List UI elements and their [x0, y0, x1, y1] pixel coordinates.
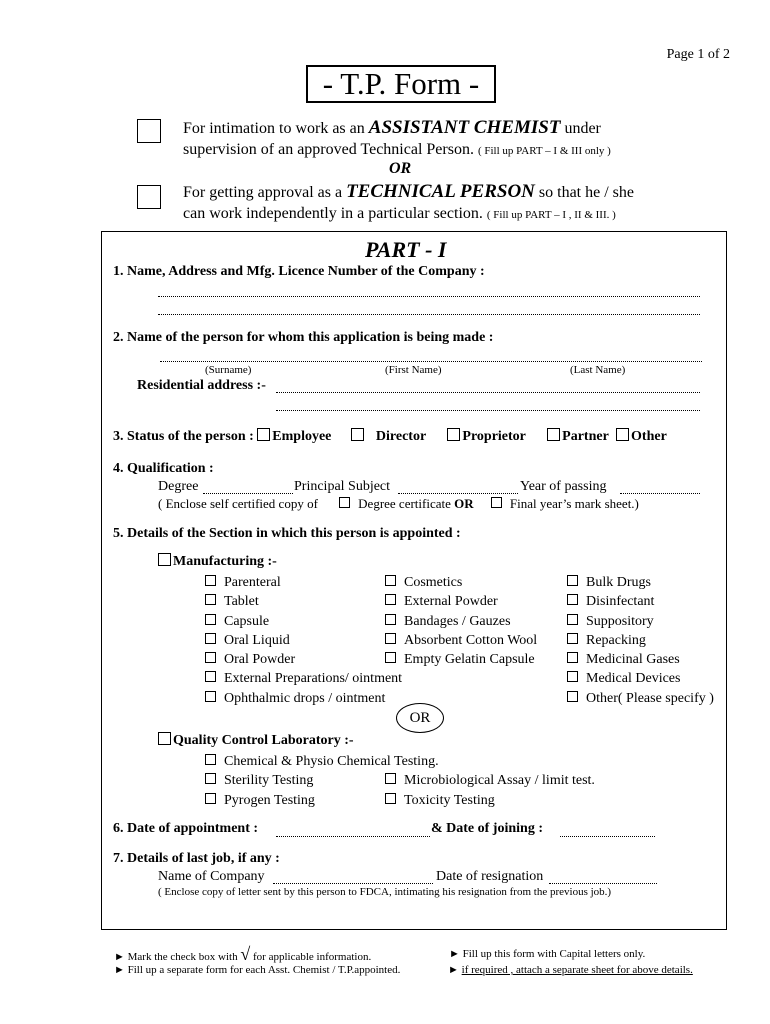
mfg-item[interactable]: Oral Liquid [205, 631, 402, 650]
company-line-2[interactable] [158, 314, 700, 315]
appointment-date-field[interactable] [276, 836, 430, 837]
address-line-2[interactable] [276, 410, 700, 411]
other-checkbox[interactable] [616, 428, 629, 441]
mfg-column-3 [567, 573, 714, 708]
residential-address-label: Residential address :- [137, 378, 266, 393]
resignation-date-field[interactable] [549, 883, 657, 884]
date-resignation-label: Date of resignation [436, 869, 544, 884]
address-line-1[interactable] [276, 392, 700, 393]
date-joining-label: & Date of joining : [431, 821, 543, 836]
employee-checkbox[interactable] [257, 428, 270, 441]
mfg-item[interactable]: External Preparations/ ointment [205, 669, 402, 688]
qc-item[interactable]: Chemical & Physio Chemical Testing. [205, 752, 439, 771]
status-proprietor: Proprietor [462, 429, 526, 444]
qc-item[interactable]: Sterility Testing [205, 771, 439, 790]
mfg-item[interactable]: Medical Devices [567, 669, 714, 688]
status-director: Director [375, 429, 426, 444]
option2-line1: For getting approval as a TECHNICAL PERSON so that he / she [183, 181, 634, 202]
qc-item[interactable]: Toxicity Testing [385, 791, 595, 810]
mfg-item[interactable]: Bandages / Gauzes [385, 612, 537, 631]
or-oval: OR [396, 703, 444, 733]
manufacturing-checkbox[interactable] [158, 553, 171, 566]
mfg-item[interactable]: Other( Please specify ) [567, 689, 714, 708]
option1-line2: supervision of an approved Technical Person. ( Fill up PART – I & III only ) [183, 141, 611, 158]
mfg-item[interactable]: Bulk Drugs [567, 573, 714, 592]
status-employee: Employee [272, 429, 332, 444]
mfg-item[interactable]: Oral Powder [205, 650, 402, 669]
year-passing-label: Year of passing [520, 479, 607, 494]
mfg-item[interactable]: External Powder [385, 592, 537, 611]
technical-person-checkbox[interactable] [137, 185, 161, 209]
mfg-item[interactable]: Ophthalmic drops / ointment [205, 689, 402, 708]
mfg-column-2 [385, 573, 537, 669]
status-row: 3. Status of the person : Employee Director Proprietor Partner Other [113, 429, 667, 444]
option1-line1: For intimation to work as an ASSISTANT CHEMIST under [183, 117, 601, 138]
q7-label: 7. Details of last job, if any : [113, 851, 280, 866]
qc-item[interactable]: Pyrogen Testing [205, 791, 439, 810]
status-partner: Partner [562, 429, 609, 444]
footer-note-3: ► Fill up a separate form for each Asst. Chemist / T.P.appointed. [114, 964, 401, 976]
last-company-field[interactable] [273, 883, 433, 884]
mfg-item[interactable]: Absorbent Cotton Wool [385, 631, 537, 650]
q2-label: 2. Name of the person for whom this application is being made : [113, 330, 494, 345]
manufacturing-heading: Manufacturing :- [158, 553, 277, 570]
principal-subject-label: Principal Subject [294, 479, 391, 494]
q4-label: 4. Qualification : [113, 461, 214, 476]
year-passing-field[interactable] [620, 493, 700, 494]
footer-note-2: ► Fill up this form with Capital letters only. [449, 948, 646, 960]
mfg-item[interactable]: Suppository [567, 612, 714, 631]
or-separator: OR [389, 160, 412, 177]
status-other: Other [631, 429, 667, 444]
qc-lab-checkbox[interactable] [158, 732, 171, 745]
qc-column-2 [385, 771, 595, 810]
proprietor-checkbox[interactable] [447, 428, 460, 441]
name-company-label: Name of Company [158, 869, 265, 884]
mfg-item[interactable]: Medicinal Gases [567, 650, 714, 669]
mfg-item[interactable]: Cosmetics [385, 573, 537, 592]
degree-label: Degree [158, 479, 199, 494]
q5-label: 5. Details of the Section in which this person is appointed : [113, 526, 461, 541]
part1-heading: PART - I [365, 237, 447, 262]
option2-line2: can work independently in a particular section. ( Fill up PART – I , II & III. ) [183, 205, 616, 222]
qc-lab-heading: Quality Control Laboratory :- [158, 732, 354, 749]
director-checkbox[interactable] [351, 428, 364, 441]
final-year-checkbox[interactable] [491, 497, 502, 508]
surname-label: (Surname) [205, 364, 252, 376]
first-name-label: (First Name) [385, 364, 442, 376]
mfg-item[interactable]: Disinfectant [567, 592, 714, 611]
footer-note-4: ► if required , attach a separate sheet for above details. [448, 964, 693, 976]
q1-label: 1. Name, Address and Mfg. Licence Number of the Company : [113, 264, 485, 279]
last-name-label: (Last Name) [570, 364, 626, 376]
principal-subject-field[interactable] [398, 493, 518, 494]
qc-item[interactable]: Microbiological Assay / limit test. [385, 771, 595, 790]
q6-label: 6. Date of appointment : [113, 821, 259, 836]
person-name-line[interactable] [160, 361, 702, 362]
mfg-column-1 [205, 573, 402, 708]
mfg-item[interactable]: Capsule [205, 612, 402, 631]
mfg-item[interactable]: Empty Gelatin Capsule [385, 650, 537, 669]
partner-checkbox[interactable] [547, 428, 560, 441]
enclose-letter-note: ( Enclose copy of letter sent by this person to FDCA, intimating his resignation from the previous job.) [158, 886, 612, 898]
footer-note-1: ► Mark the check box with √ for applicable information. [114, 944, 372, 964]
page-number: Page 1 of 2 [666, 47, 730, 62]
company-line-1[interactable] [158, 296, 700, 297]
form-title: - T.P. Form - [306, 65, 496, 103]
mfg-item[interactable]: Repacking [567, 631, 714, 650]
joining-date-field[interactable] [560, 836, 655, 837]
assistant-chemist-checkbox[interactable] [137, 119, 161, 143]
enclose-note: ( Enclose self certified copy of Degree certificate OR Final year’s mark sheet.) [158, 496, 639, 511]
mfg-item[interactable]: Tablet [205, 592, 402, 611]
degree-field[interactable] [203, 493, 293, 494]
degree-cert-checkbox[interactable] [339, 497, 350, 508]
mfg-item[interactable]: Parenteral [205, 573, 402, 592]
